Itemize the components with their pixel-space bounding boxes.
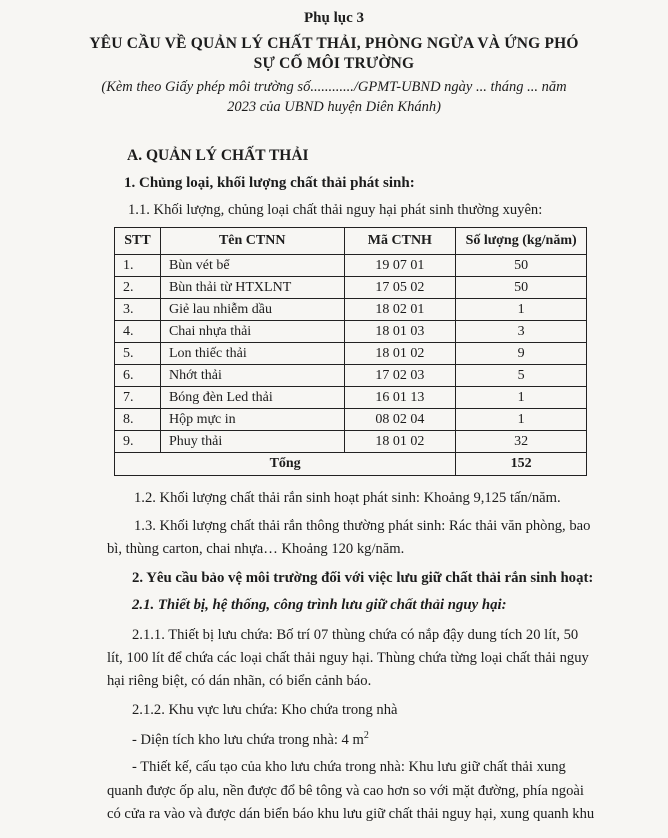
- storage-design-line1: - Thiết kế, cấu tạo của kho lưu chứa trong nhà: Khu lưu giữ chất thải xung: [132, 759, 566, 775]
- cell-stt: 8.: [115, 409, 161, 431]
- cell-name: Phuy thải: [160, 431, 344, 453]
- cell-quantity: 1: [456, 387, 587, 409]
- cell-quantity: 50: [456, 255, 587, 277]
- cell-code: 08 02 04: [344, 409, 456, 431]
- paragraph-1-3-line2: bì, thùng carton, chai nhựa… Khoảng 120 kg/năm.: [107, 541, 405, 557]
- cell-stt: 5.: [115, 343, 161, 365]
- cell-code: 18 01 03: [344, 321, 456, 343]
- storage-area-text: - Diện tích kho lưu chứa trong nhà: 4 m: [132, 731, 364, 748]
- cell-code: 18 01 02: [344, 343, 456, 365]
- total-value: 152: [456, 453, 587, 476]
- cell-stt: 9.: [115, 431, 161, 453]
- cell-name: Bóng đèn Led thải: [160, 387, 344, 409]
- cell-stt: 6.: [115, 365, 161, 387]
- cell-quantity: 9: [456, 343, 587, 365]
- storage-design-line3: có cửa ra vào và được dán biển báo khu lưu giữ chất thải nguy hại, xung quanh khu: [107, 806, 595, 822]
- paragraph-1-1: 1.1. Khối lượng, chủng loại chất thải nguy hại phát sinh thường xuyên:: [128, 202, 543, 218]
- table-row: [115, 409, 587, 431]
- hazardous-waste-table: [114, 227, 587, 476]
- section-2-1-heading: 2.1. Thiết bị, hệ thống, công trình lưu giữ chất thải nguy hại:: [132, 597, 507, 613]
- paragraph-2-1-2: 2.1.2. Khu vực lưu chứa: Kho chứa trong nhà: [132, 702, 398, 718]
- table-row: [115, 431, 587, 453]
- cell-name: Lon thiếc thải: [160, 343, 344, 365]
- document-title-line2: SỰ CỐ MÔI TRƯỜNG: [253, 55, 415, 72]
- storage-area-superscript: 2: [363, 730, 369, 741]
- cell-name: Hộp mực in: [160, 409, 344, 431]
- table-row: [115, 299, 587, 321]
- cell-quantity: 50: [456, 277, 587, 299]
- table-total-row: [115, 453, 587, 476]
- cell-name: Giẻ lau nhiễm dầu: [160, 299, 344, 321]
- cell-stt: 7.: [115, 387, 161, 409]
- table-row: [115, 277, 587, 299]
- total-label: Tổng: [115, 453, 456, 476]
- cell-stt: 4.: [115, 321, 161, 343]
- document-title-line1: YÊU CẦU VỀ QUẢN LÝ CHẤT THẢI, PHÒNG NGỪA VÀ ỨNG PHÓ: [89, 35, 579, 52]
- paragraph-2-1-1-line2: lít, 100 lít để chứa các loại chất thải nguy hại. Thùng chứa từng loại chất thải nguy: [107, 650, 589, 666]
- table-row: [115, 321, 587, 343]
- cell-quantity: 32: [456, 431, 587, 453]
- section-a-heading: A. QUẢN LÝ CHẤT THẢI: [127, 147, 309, 164]
- table-row: [115, 387, 587, 409]
- table-row: [115, 365, 587, 387]
- paragraph-1-2: 1.2. Khối lượng chất thải rắn sinh hoạt phát sinh: Khoảng 9,125 tấn/năm.: [134, 490, 561, 506]
- paragraph-1-3-line1: 1.3. Khối lượng chất thải rắn thông thường phát sinh: Rác thải văn phòng, bao: [134, 518, 591, 534]
- cell-code: 17 02 03: [344, 365, 456, 387]
- section-2-heading: 2. Yêu cầu bảo vệ môi trường đối với việc lưu giữ chất thải rắn sinh hoạt:: [132, 570, 594, 586]
- section-1-heading: 1. Chủng loại, khối lượng chất thải phát sinh:: [124, 175, 415, 191]
- cell-code: 18 02 01: [344, 299, 456, 321]
- appendix-label: Phụ lục 3: [303, 10, 364, 26]
- document-subtitle-line2: 2023 của UBND huyện Diên Khánh): [227, 99, 441, 115]
- header-name: Tên CTNN: [160, 228, 344, 255]
- cell-stt: 3.: [115, 299, 161, 321]
- paragraph-2-1-1-line1: 2.1.1. Thiết bị lưu chứa: Bố trí 07 thùng chứa có nắp đậy dung tích 20 lít, 50: [132, 627, 579, 643]
- header-code: Mã CTNH: [344, 228, 456, 255]
- cell-name: Chai nhựa thải: [160, 321, 344, 343]
- cell-name: Bùn vét bể: [160, 255, 344, 277]
- cell-stt: 1.: [115, 255, 161, 277]
- header-quantity: Số lượng (kg/năm): [456, 228, 587, 255]
- paragraph-2-1-1-line3: hại riêng biệt, có dán nhãn, có biển cảnh báo.: [107, 673, 372, 689]
- cell-quantity: 1: [456, 409, 587, 431]
- cell-quantity: 5: [456, 365, 587, 387]
- cell-name: Bùn thải từ HTXLNT: [160, 277, 344, 299]
- cell-code: 17 05 02: [344, 277, 456, 299]
- cell-quantity: 3: [456, 321, 587, 343]
- header-stt: STT: [115, 228, 161, 255]
- cell-quantity: 1: [456, 299, 587, 321]
- cell-code: 19 07 01: [344, 255, 456, 277]
- table-row: [115, 255, 587, 277]
- document-subtitle-line1: (Kèm theo Giấy phép môi trường số............/GPMT-UBND ngày ... tháng ... năm: [101, 79, 567, 95]
- cell-code: 16 01 13: [344, 387, 456, 409]
- cell-name: Nhớt thải: [160, 365, 344, 387]
- table-header-row: [115, 228, 587, 255]
- cell-code: 18 01 02: [344, 431, 456, 453]
- table-row: [115, 343, 587, 365]
- storage-area-line: [132, 730, 369, 749]
- cell-stt: 2.: [115, 277, 161, 299]
- storage-design-line2: quanh được ốp alu, nền được đổ bê tông và cao hơn so với mặt đường, phía ngoài: [107, 783, 584, 799]
